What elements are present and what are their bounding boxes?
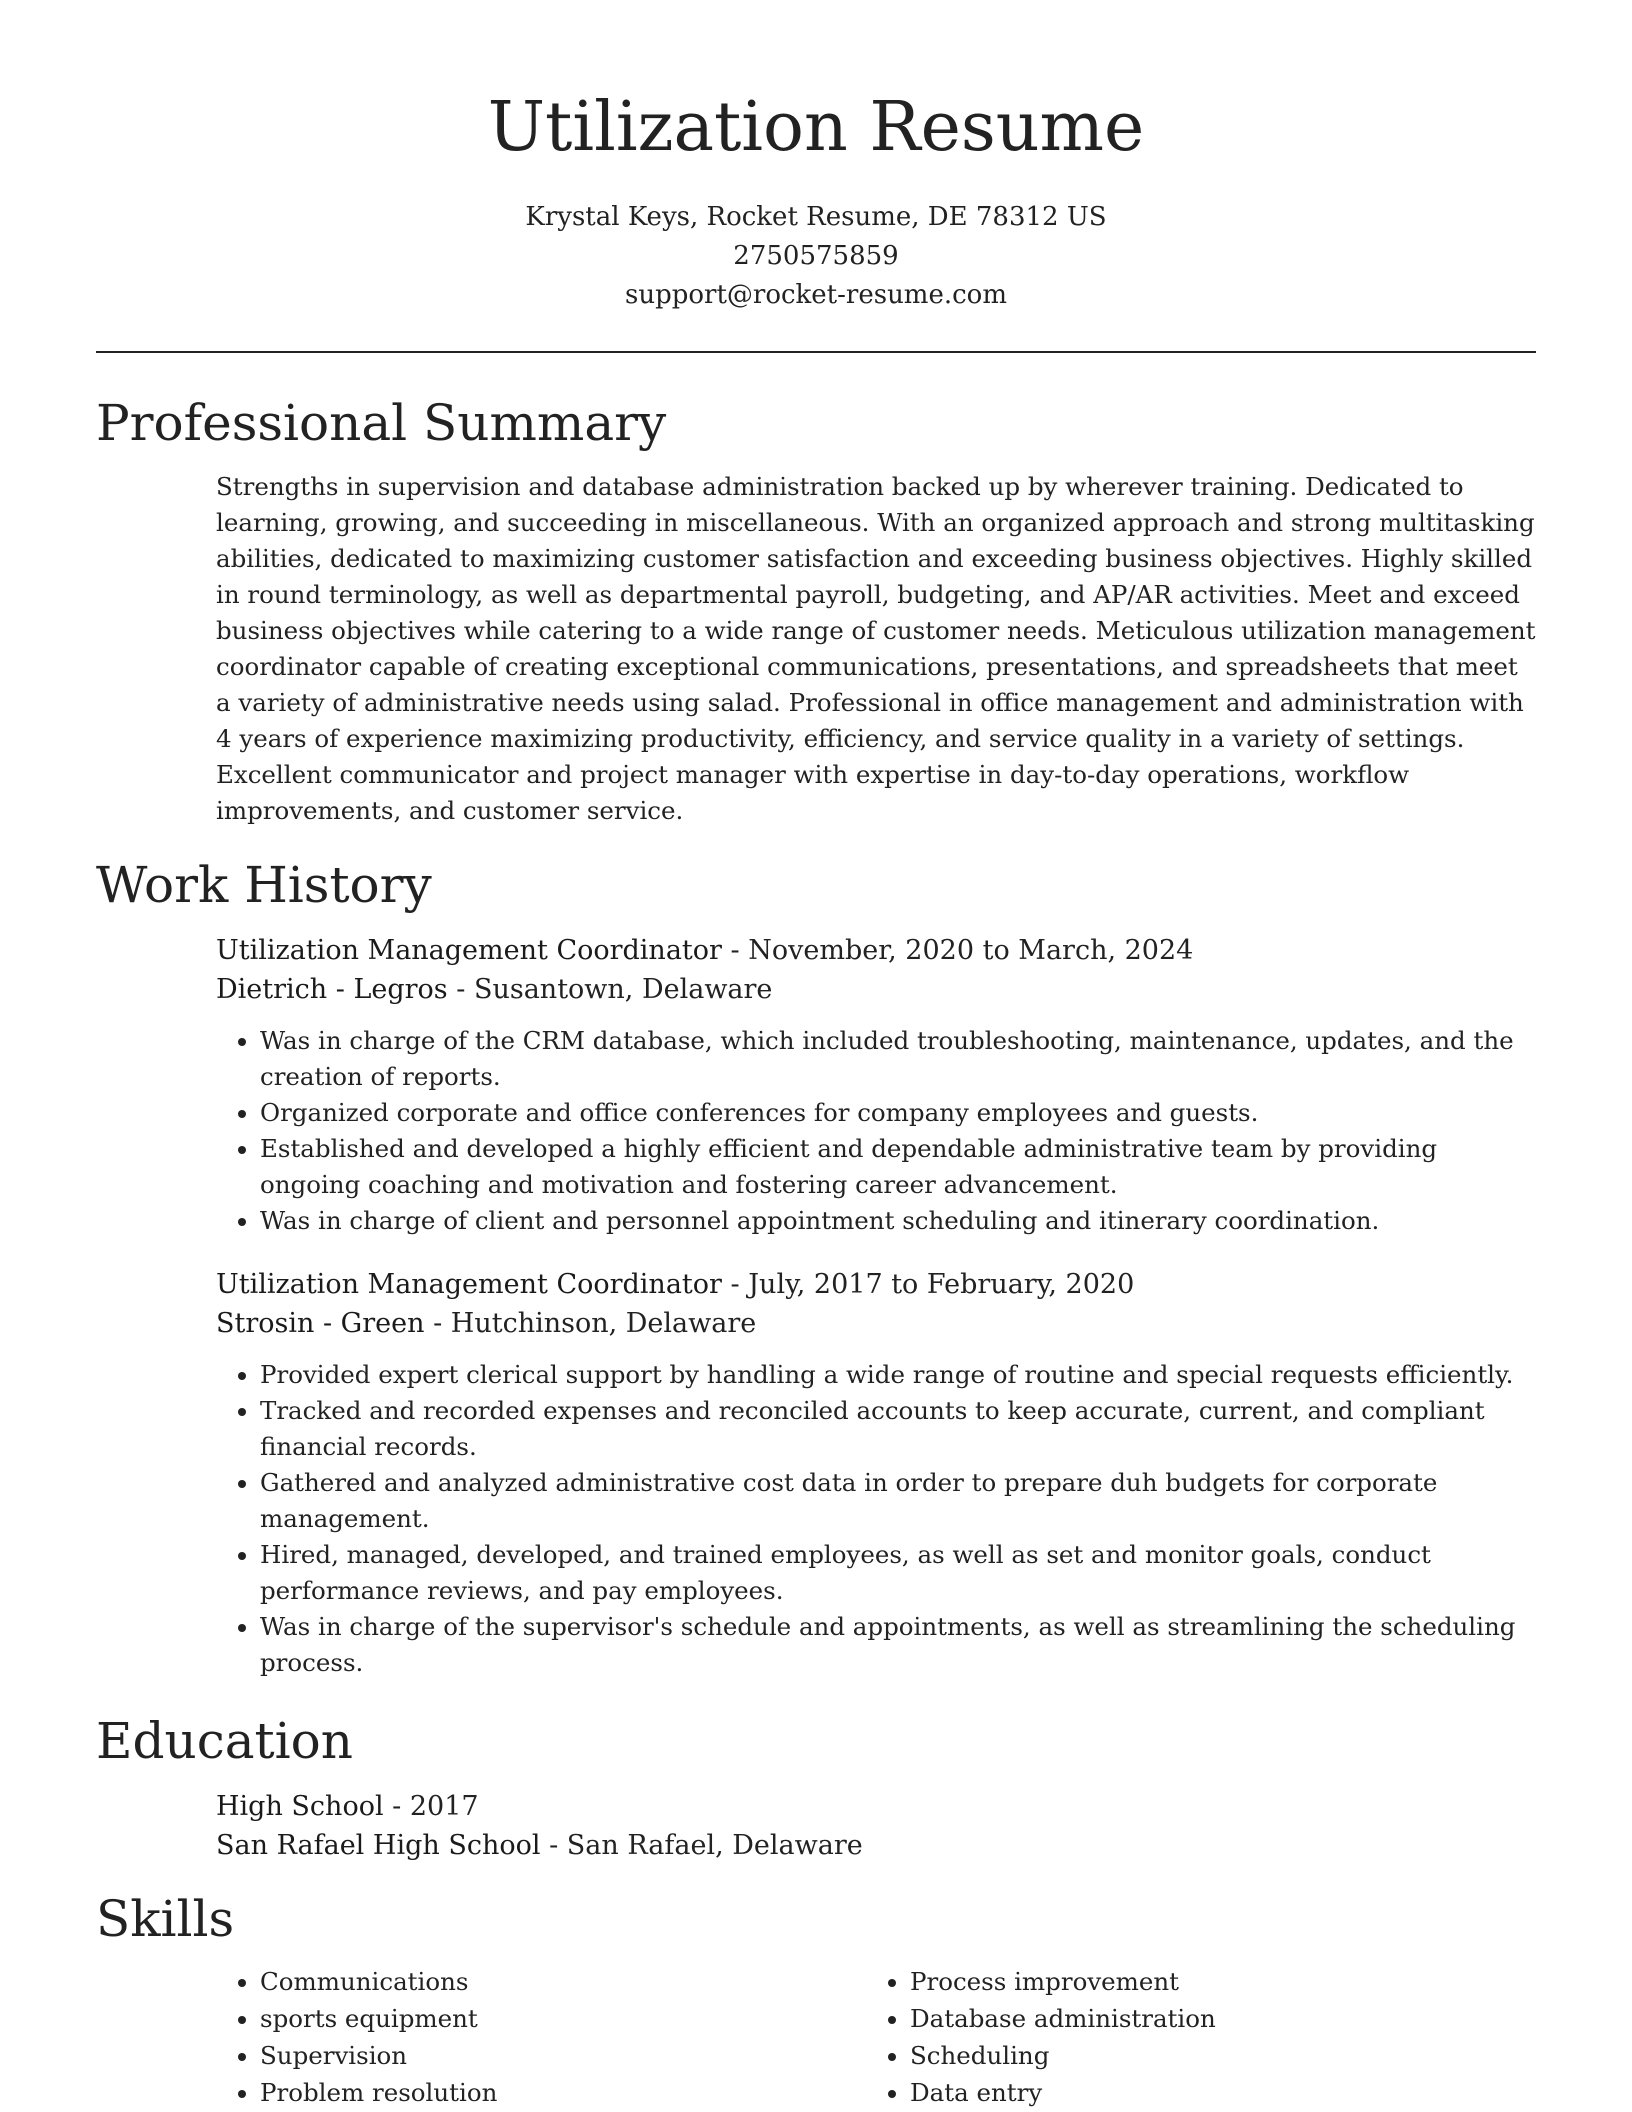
summary-section	[96, 391, 1536, 829]
summary-heading: Professional Summary	[96, 394, 667, 452]
skill-item: • Problem resolution	[260, 2074, 866, 2111]
school-location: - San Rafael, Delaware	[540, 1830, 863, 1861]
job-title-line	[216, 1265, 1536, 1304]
job-bullet: • Established and developed a highly efficient and dependable administrative team by providing ongoing coaching and motivation and fostering career advancement.	[260, 1131, 1536, 1203]
job-company: Dietrich - Legros	[216, 974, 448, 1005]
skills-list	[866, 1963, 1516, 2111]
job-title-line	[216, 931, 1536, 970]
job-bullets	[216, 1023, 1536, 1239]
education-heading: Education	[96, 1712, 353, 1770]
job-title: Utilization Management Coordinator	[216, 1269, 722, 1300]
job-bullet: • Gathered and analyzed administrative cost data in order to prepare duh budgets for corporate management.	[260, 1465, 1536, 1537]
skill-item: • Data entry	[910, 2074, 1516, 2111]
job-company-line	[216, 970, 1536, 1009]
skills-column-left	[216, 1963, 866, 2111]
job-bullet: • Was in charge of the CRM database, which included troubleshooting, maintenance, updates, and the creation of reports.	[260, 1023, 1536, 1095]
skill-item: • Process improvement	[910, 1963, 1516, 2000]
degree: High School	[216, 1791, 384, 1822]
job-company: Strosin - Green	[216, 1308, 425, 1339]
job-company-line	[216, 1304, 1536, 1343]
job-bullet: • Hired, managed, developed, and trained employees, as well as set and monitor goals, conduct performance reviews, and pay employees.	[260, 1537, 1536, 1609]
job-entry	[216, 931, 1536, 1239]
skill-item: • sports equipment	[260, 2000, 866, 2037]
job-bullet: • Provided expert clerical support by handling a wide range of routine and special requests efficiently.	[260, 1357, 1536, 1393]
work-history-heading: Work History	[96, 856, 432, 914]
contact-email: support@rocket-resume.com	[624, 280, 1007, 310]
skill-item: • Database administration	[910, 2000, 1516, 2037]
header-divider	[96, 351, 1536, 353]
school-line	[216, 1826, 1536, 1865]
job-bullet: • Tracked and recorded expenses and reconciled accounts to keep accurate, current, and compliant financial records.	[260, 1393, 1536, 1465]
school-name: San Rafael High School	[216, 1830, 541, 1861]
contact-address: Krystal Keys, Rocket Resume, DE 78312 US	[525, 202, 1107, 232]
job-bullet: • Was in charge of client and personnel appointment scheduling and itinerary coordination.	[260, 1203, 1536, 1239]
skills-list	[216, 1963, 866, 2111]
skills-section	[96, 1887, 1536, 2111]
skills-grid	[216, 1963, 1536, 2111]
skill-item: • Scheduling	[910, 2037, 1516, 2074]
contact-info	[96, 198, 1536, 315]
job-bullet: • Organized corporate and office conferences for company employees and guests.	[260, 1095, 1536, 1131]
job-location: - Susantown, Delaware	[447, 974, 773, 1005]
resume-title: Utilization Resume	[487, 88, 1145, 167]
job-location: - Hutchinson, Delaware	[424, 1308, 757, 1339]
skill-item: • Supervision	[260, 2037, 866, 2074]
graduation-year: - 2017	[383, 1791, 479, 1822]
job-bullets	[216, 1357, 1536, 1681]
education-entry	[216, 1787, 1536, 1865]
job-bullet: • Was in charge of the supervisor's schedule and appointments, as well as streamlining the scheduling process.	[260, 1609, 1536, 1681]
job-dates: - July, 2017 to February, 2020	[721, 1269, 1135, 1300]
resume-header	[96, 0, 1536, 315]
contact-phone: 2750575859	[733, 241, 899, 271]
summary-text: Strengths in supervision and database administration backed up by wherever training. Dedicated to learning, growing, and succeeding in miscellaneous. With an organized approach and strong multitasking abilities, dedicated to maximizing customer satisfaction and exceeding business objectives. Highly skilled in round terminology, as well as departmental payroll, budgeting, and AP/AR activities. Meet and exceed business objectives while catering to a wide range of customer needs. Meticulous utilization management coordinator capable of creating exceptional communications, presentations, and spreadsheets that meet a variety of administrative needs using salad. Professional in office management and administration with 4 years of experience maximizing productivity, efficiency, and service quality in a variety of settings. Excellent communicator and project manager with expertise in day-to-day operations, workflow improvements, and customer service.	[216, 472, 1536, 825]
resume-page	[96, 0, 1536, 2111]
job-dates: - November, 2020 to March, 2024	[721, 935, 1194, 966]
degree-line	[216, 1787, 1536, 1826]
job-entry	[216, 1265, 1536, 1681]
education-section	[96, 1709, 1536, 1865]
job-title: Utilization Management Coordinator	[216, 935, 722, 966]
skill-item: • Communications	[260, 1963, 866, 2000]
skills-heading: Skills	[96, 1890, 235, 1948]
skills-column-right	[866, 1963, 1516, 2111]
work-history-section	[96, 853, 1536, 1681]
